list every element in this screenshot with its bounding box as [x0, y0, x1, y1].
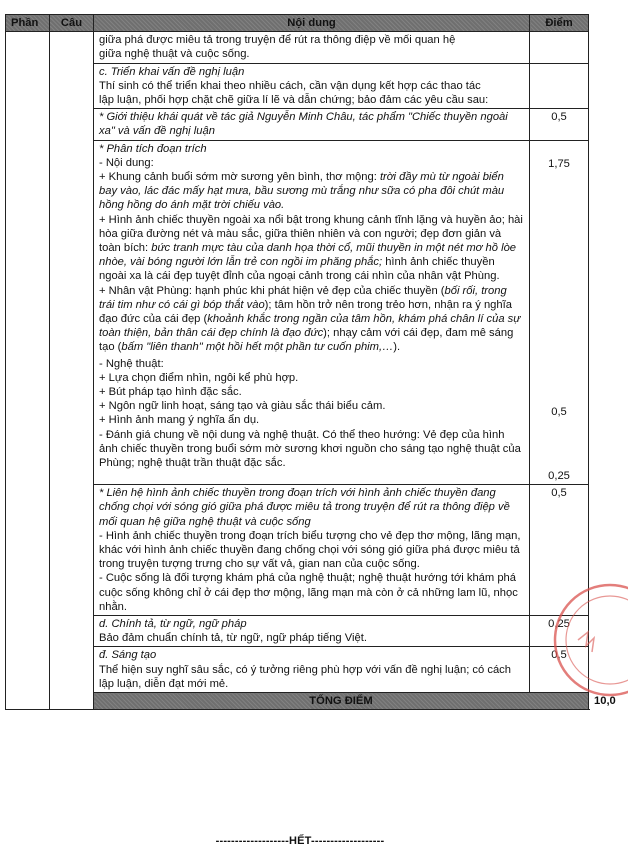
section-c-line: lập luận, phối hợp chặt chẽ giữa lí lẽ và dẫn chứng; bảo đảm các yêu cầu sau:	[99, 94, 489, 107]
section-d-text: Bảo đảm chuẩn chính tả, từ ngữ, ngữ pháp tiếng Việt.	[99, 632, 367, 645]
table-row	[6, 109, 589, 140]
table-row	[6, 485, 589, 616]
section-e-cell	[94, 647, 530, 693]
text-run: + Hình ảnh chiếc thuyền ngoài xa nổi bật trong khung cảnh tĩnh lặng và huyền ảo; hài hòa giữa đường nét và màu sắc, giữa thiên nhiên và con người; đẹp đơn giản và toàn bích:	[99, 213, 523, 255]
quote-run: bối rối, trong trái tim như có cái gì bóp thắt vào	[99, 284, 507, 311]
section-e-text: Thể hiện suy nghĩ sâu sắc, có ý tưởng riêng phù hợp với vấn đề nghị luận; có cách lập luận, diễn đạt mới mẻ.	[99, 663, 511, 690]
intro-line: giữa phá được miêu tả trong truyện để rút ra thông điệp về mối quan hệ	[99, 34, 456, 47]
analysis-content-cell	[94, 140, 530, 485]
analysis-paragraph-1	[99, 170, 524, 213]
art-label: - Nghệ thuật:	[99, 357, 164, 370]
text-run: ); nhạy cảm với cái đẹp, đam mê sáng tạo (	[99, 327, 514, 354]
text-run: + Nhân vật Phùng: hạnh phúc khi phát hiện vẻ đẹp của chiếc thuyền (	[99, 284, 445, 297]
art-item: + Ngôn ngữ linh hoạt, sáng tạo và giàu sắc thái biểu cảm.	[99, 400, 386, 413]
text-run: + Khung cảnh buổi sớm mờ sương yên bình, thơ mộng:	[99, 171, 380, 184]
red-seal-stamp	[548, 580, 628, 700]
total-row: TỔNG ĐIỂM 10,0	[6, 693, 589, 710]
compare-title: * Liên hệ hình ảnh chiếc thuyền trong đoạn trích với hình ảnh chiếc thuyền đang chống chọi với sóng gió giữa phá được miêu tả trong truyện để rút ra thông điệp về mối quan hệ giữa nghệ thuật và cuộc sống	[99, 487, 510, 528]
quote-run: khoảnh khắc trong ngần của tâm hồn, khám phá chân lí của sự toàn thiện, bản thân cái đẹp chính là đạo đức	[99, 313, 521, 340]
header-question: Câu	[50, 15, 94, 32]
header-content: Nội dung	[94, 15, 530, 32]
table-row	[6, 140, 589, 485]
art-item: + Hình ảnh mang ý nghĩa ẩn dụ.	[99, 414, 260, 427]
compare-paragraph: - Hình ảnh chiếc thuyền trong đoạn trích biểu tượng cho vẻ đẹp thơ mộng, lãng mạn, khác với hình ảnh chiếc thuyền đang chống chọi với sóng gió giữa phá được miêu tả trong truyện tượng trưng cho sự vất vả, gian nan của cuộc sống.	[99, 529, 521, 571]
table-row	[6, 616, 589, 647]
question-cell	[50, 32, 94, 710]
analysis-score-cell	[530, 140, 589, 485]
content-score: 1,75	[548, 157, 570, 170]
evaluation-text: - Đánh giá chung về nội dung và nghệ thuật. Có thể theo hướng: Vẻ đẹp của hình ảnh chiếc thuyền trong buổi sớm mờ sương khơi nguồn cho sáng tạo nghệ thuật của Phùng; nghệ thuật trần thuật đặc sắc.	[99, 428, 521, 470]
intro-line: giữa nghệ thuật và cuộc sống.	[99, 48, 250, 61]
header-score: Điểm	[530, 15, 589, 32]
quote-run: bấm "liên thanh" một hồi hết một phần tư cuốn phim,…	[121, 341, 394, 354]
part-cell	[6, 32, 50, 710]
intro-author-score: 0,5	[530, 109, 589, 140]
quote-run: trời đầy mù từ ngoài biển bay vào, lác đác mấy hạt mưa, bầu sương mù trắng như sữa có pha đôi chút màu hồng hồng do ánh mặt trời chiếu vào.	[99, 171, 505, 212]
intro-author-cell: * Giới thiệu khái quát về tác giả Nguyễn Minh Châu, tác phẩm "Chiếc thuyền ngoài xa" và vấn đề nghị luận	[94, 109, 530, 140]
table-row	[6, 32, 589, 63]
header-part: Phần	[6, 15, 50, 32]
intro-continuation	[94, 32, 530, 63]
analysis-paragraph-2	[99, 213, 524, 284]
eval-score: 0,25	[548, 470, 570, 483]
text-run: ).	[393, 341, 401, 354]
section-d-score: 0,25	[530, 616, 589, 647]
analysis-paragraph-3	[99, 284, 524, 355]
section-d-title: d. Chính tả, từ ngữ, ngữ pháp	[99, 618, 247, 631]
total-label: TỔNG ĐIỂM	[94, 693, 589, 710]
section-e-score: 0,5	[530, 647, 589, 693]
compare-cell	[94, 485, 530, 616]
analysis-title: * Phân tích đoạn trích	[99, 142, 207, 155]
art-item: + Bút pháp tạo hình đặc sắc.	[99, 386, 242, 399]
text-run: ); tâm hồn trở nên trong trẻo hơn, nhận ra ý nghĩa đạo đức của cái đẹp (	[99, 298, 512, 326]
section-c-title: c. Triển khai vấn đề nghị luận	[99, 65, 245, 78]
compare-paragraph: - Cuộc sống là đối tượng khám phá của nghệ thuật; nghệ thuật hướng tới khám phá cuộc sống không chỉ ở cái đẹp thơ mộng, lãng mạn mà còn ở cả những lam lũ, nhọc nhằn.	[99, 572, 518, 613]
end-marker: -------------------HẾT-------------------	[215, 835, 385, 847]
content-label: - Nội dung:	[99, 156, 154, 169]
table-row	[6, 647, 589, 693]
section-e-title: đ. Sáng tạo	[99, 649, 157, 662]
text-run: hình ảnh chiếc thuyền ngoài xa là cái đẹp tuyệt đỉnh của ngoại cảnh trong cái nhìn của nhân vật Phùng.	[99, 256, 500, 283]
section-c-cell	[94, 63, 530, 109]
quote-run: bức tranh mực tàu của danh họa thời cổ, mũi thuyền in một nét mơ hồ lòe nhòe, vài bóng người lớn lẫn trẻ con ngồi im phăng phắc;	[99, 242, 517, 269]
section-d-cell	[94, 616, 530, 647]
art-item: + Lựa chọn điểm nhìn, ngôi kể phù hợp.	[99, 371, 299, 384]
art-score: 0,5	[551, 405, 567, 418]
compare-score: 0,5	[530, 485, 589, 616]
table-header-row	[6, 15, 589, 32]
scoring-table	[5, 14, 616, 710]
table-row	[6, 63, 589, 109]
section-c-line: Thí sinh có thể triển khai theo nhiều cách, cần vận dụng kết hợp các thao tác	[99, 79, 481, 92]
